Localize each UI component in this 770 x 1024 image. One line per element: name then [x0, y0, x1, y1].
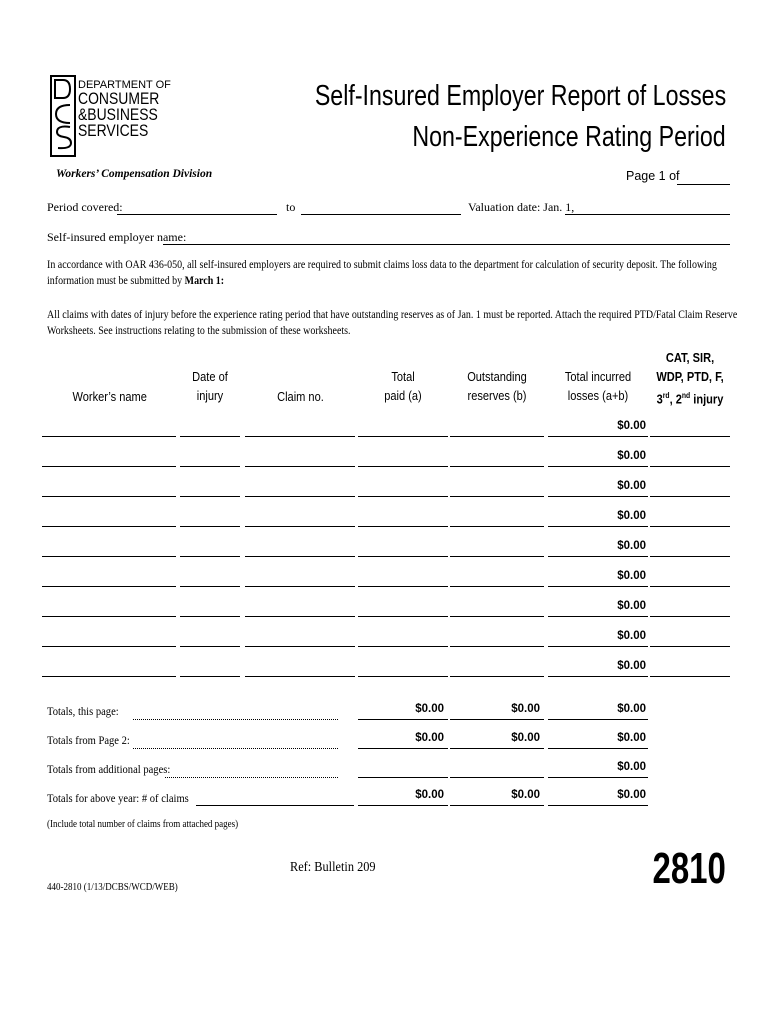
claims-note: (Include total number of claims from attached pages)	[47, 819, 239, 830]
worker-name-field[interactable]	[42, 540, 176, 555]
row-total-incurred: $0.00	[617, 630, 646, 642]
total-paid-field[interactable]	[358, 450, 448, 465]
paragraph-1-line-2: information must be submitted by	[47, 274, 183, 287]
outstanding-reserves-field[interactable]	[450, 570, 544, 585]
totals-this-page-label: Totals, this page:	[47, 704, 119, 718]
instructions-paragraph-1	[47, 257, 737, 289]
worker-name-field[interactable]	[42, 450, 176, 465]
totals-this-page-incurred: $0.00	[617, 703, 646, 715]
totals-year-paid: $0.00	[415, 789, 444, 801]
totals-this-page-paid: $0.00	[415, 703, 444, 715]
column-header-total-incurred: Total incurred losses (a+b)	[564, 369, 632, 403]
claim-no-field[interactable]	[245, 570, 355, 585]
totals-this-page-reserves: $0.00	[511, 703, 540, 715]
claim-no-field[interactable]	[245, 450, 355, 465]
claim-no-field[interactable]	[245, 480, 355, 495]
total-paid-field[interactable]	[358, 540, 448, 555]
totals-additional-pages-label: Totals from additional pages:	[47, 762, 171, 776]
claim-no-field[interactable]	[245, 660, 355, 675]
division-name: Workers’ Compensation Division	[56, 168, 213, 180]
worker-name-field[interactable]	[42, 660, 176, 675]
claim-no-field[interactable]	[245, 510, 355, 525]
claim-no-field[interactable]	[245, 420, 355, 435]
employer-name-field[interactable]	[163, 229, 730, 244]
date-of-injury-field[interactable]	[180, 570, 240, 585]
total-paid-field[interactable]	[358, 420, 448, 435]
total-paid-field[interactable]	[358, 570, 448, 585]
injury-type-field[interactable]	[650, 480, 730, 495]
injury-type-field[interactable]	[650, 570, 730, 585]
deadline-date: March 1:	[184, 274, 225, 287]
period-covered-label: Period covered:	[47, 200, 123, 214]
outstanding-reserves-field[interactable]	[450, 450, 544, 465]
totals-year-reserves: $0.00	[511, 789, 540, 801]
valuation-year-field[interactable]	[565, 199, 730, 214]
number-of-claims-field[interactable]	[196, 790, 354, 805]
row-total-incurred: $0.00	[617, 660, 646, 672]
paragraph-1-line-1: In accordance with OAR 436-050, all self-insured employers are required to submit claims loss data to the department for calculation of security deposit. The following	[47, 258, 717, 271]
valuation-date-label: Valuation date: Jan. 1,	[468, 200, 575, 214]
totals-year-label: Totals for above year: # of claims	[47, 791, 189, 805]
injury-type-field[interactable]	[650, 420, 730, 435]
paragraph-2-line-1: All claims with dates of injury before the experience rating period that have outstanding reserves as of Jan. 1 must be reported. Attach the required PTD/Fatal Claim Reserve	[47, 308, 738, 321]
period-from-field[interactable]	[117, 199, 277, 214]
outstanding-reserves-field[interactable]	[450, 480, 544, 495]
instructions-paragraph-2	[47, 307, 737, 339]
outstanding-reserves-field[interactable]	[450, 510, 544, 525]
row-total-incurred: $0.00	[617, 570, 646, 582]
worker-name-field[interactable]	[42, 420, 176, 435]
paragraph-2-line-2: Worksheets. See instructions relating to the submission of these worksheets.	[47, 324, 351, 337]
page-number-label: Page 1 of	[626, 169, 680, 183]
logo-line-1: DEPARTMENT OF	[78, 79, 171, 91]
employer-name-label: Self-insured employer name:	[47, 230, 187, 244]
page-total-field[interactable]	[677, 169, 730, 184]
outstanding-reserves-field[interactable]	[450, 630, 544, 645]
total-paid-field[interactable]	[358, 480, 448, 495]
totals-year-incurred: $0.00	[617, 789, 646, 801]
injury-type-field[interactable]	[650, 450, 730, 465]
column-header-total-paid: Total paid (a)	[384, 369, 422, 403]
column-header-date-of-injury: Date of injury	[192, 369, 228, 403]
totals-page-2-incurred: $0.00	[617, 732, 646, 744]
row-total-incurred: $0.00	[617, 510, 646, 522]
row-total-incurred: $0.00	[617, 600, 646, 612]
row-total-incurred: $0.00	[617, 420, 646, 432]
totals-page-2-reserves: $0.00	[511, 732, 540, 744]
total-paid-field[interactable]	[358, 630, 448, 645]
claim-no-field[interactable]	[245, 630, 355, 645]
worker-name-field[interactable]	[42, 600, 176, 615]
period-to-field[interactable]	[301, 199, 461, 214]
dcbs-monogram-icon	[50, 75, 76, 157]
totals-additional-incurred: $0.00	[617, 761, 646, 773]
totals-page-2-paid: $0.00	[415, 732, 444, 744]
form-identifier: 440-2810 (1/13/DCBS/WCD/WEB)	[47, 882, 178, 893]
column-header-outstanding-reserves: Outstanding reserves (b)	[467, 369, 527, 403]
worker-name-field[interactable]	[42, 570, 176, 585]
outstanding-reserves-field[interactable]	[450, 540, 544, 555]
logo-line-4: SERVICES	[78, 121, 149, 140]
claim-no-field[interactable]	[245, 540, 355, 555]
period-to-label: to	[286, 200, 296, 214]
outstanding-reserves-field[interactable]	[450, 600, 544, 615]
date-of-injury-field[interactable]	[180, 420, 240, 435]
worker-name-field[interactable]	[42, 510, 176, 525]
worker-name-field[interactable]	[42, 630, 176, 645]
column-header-claim-no: Claim no.	[276, 389, 324, 404]
row-total-incurred: $0.00	[617, 540, 646, 552]
outstanding-reserves-field[interactable]	[450, 420, 544, 435]
date-of-injury-field[interactable]	[180, 540, 240, 555]
logo-line-3: &BUSINESS	[78, 105, 158, 124]
injury-type-field[interactable]	[650, 660, 730, 675]
injury-type-field[interactable]	[650, 510, 730, 525]
injury-type-field[interactable]	[650, 630, 730, 645]
date-of-injury-field[interactable]	[180, 600, 240, 615]
outstanding-reserves-field[interactable]	[450, 660, 544, 675]
injury-type-field[interactable]	[650, 540, 730, 555]
injury-type-field[interactable]	[650, 600, 730, 615]
page-title-line-2: Non-Experience Rating Period	[412, 121, 726, 153]
date-of-injury-field[interactable]	[180, 450, 240, 465]
row-total-incurred: $0.00	[617, 480, 646, 492]
row-total-incurred: $0.00	[617, 450, 646, 462]
total-paid-field[interactable]	[358, 660, 448, 675]
totals-page-2-label: Totals from Page 2:	[47, 733, 130, 747]
page-title-line-1: Self-Insured Employer Report of Losses	[314, 80, 726, 112]
claim-no-field[interactable]	[245, 600, 355, 615]
column-header-worker-name: Worker’s name	[72, 389, 147, 404]
date-of-injury-field[interactable]	[180, 480, 240, 495]
total-paid-field[interactable]	[358, 510, 448, 525]
bulletin-reference: Ref: Bulletin 209	[290, 860, 376, 875]
form-number: 2810	[652, 844, 726, 893]
dcbs-logo	[50, 75, 170, 157]
column-header-injury-type: CAT, SIR, WDP, PTD, F, 3rd, 2nd injury	[656, 350, 724, 407]
total-paid-field[interactable]	[358, 600, 448, 615]
date-of-injury-field[interactable]	[180, 510, 240, 525]
worker-name-field[interactable]	[42, 480, 176, 495]
date-of-injury-field[interactable]	[180, 630, 240, 645]
date-of-injury-field[interactable]	[180, 660, 240, 675]
logo-line-2: CONSUMER	[78, 89, 160, 108]
